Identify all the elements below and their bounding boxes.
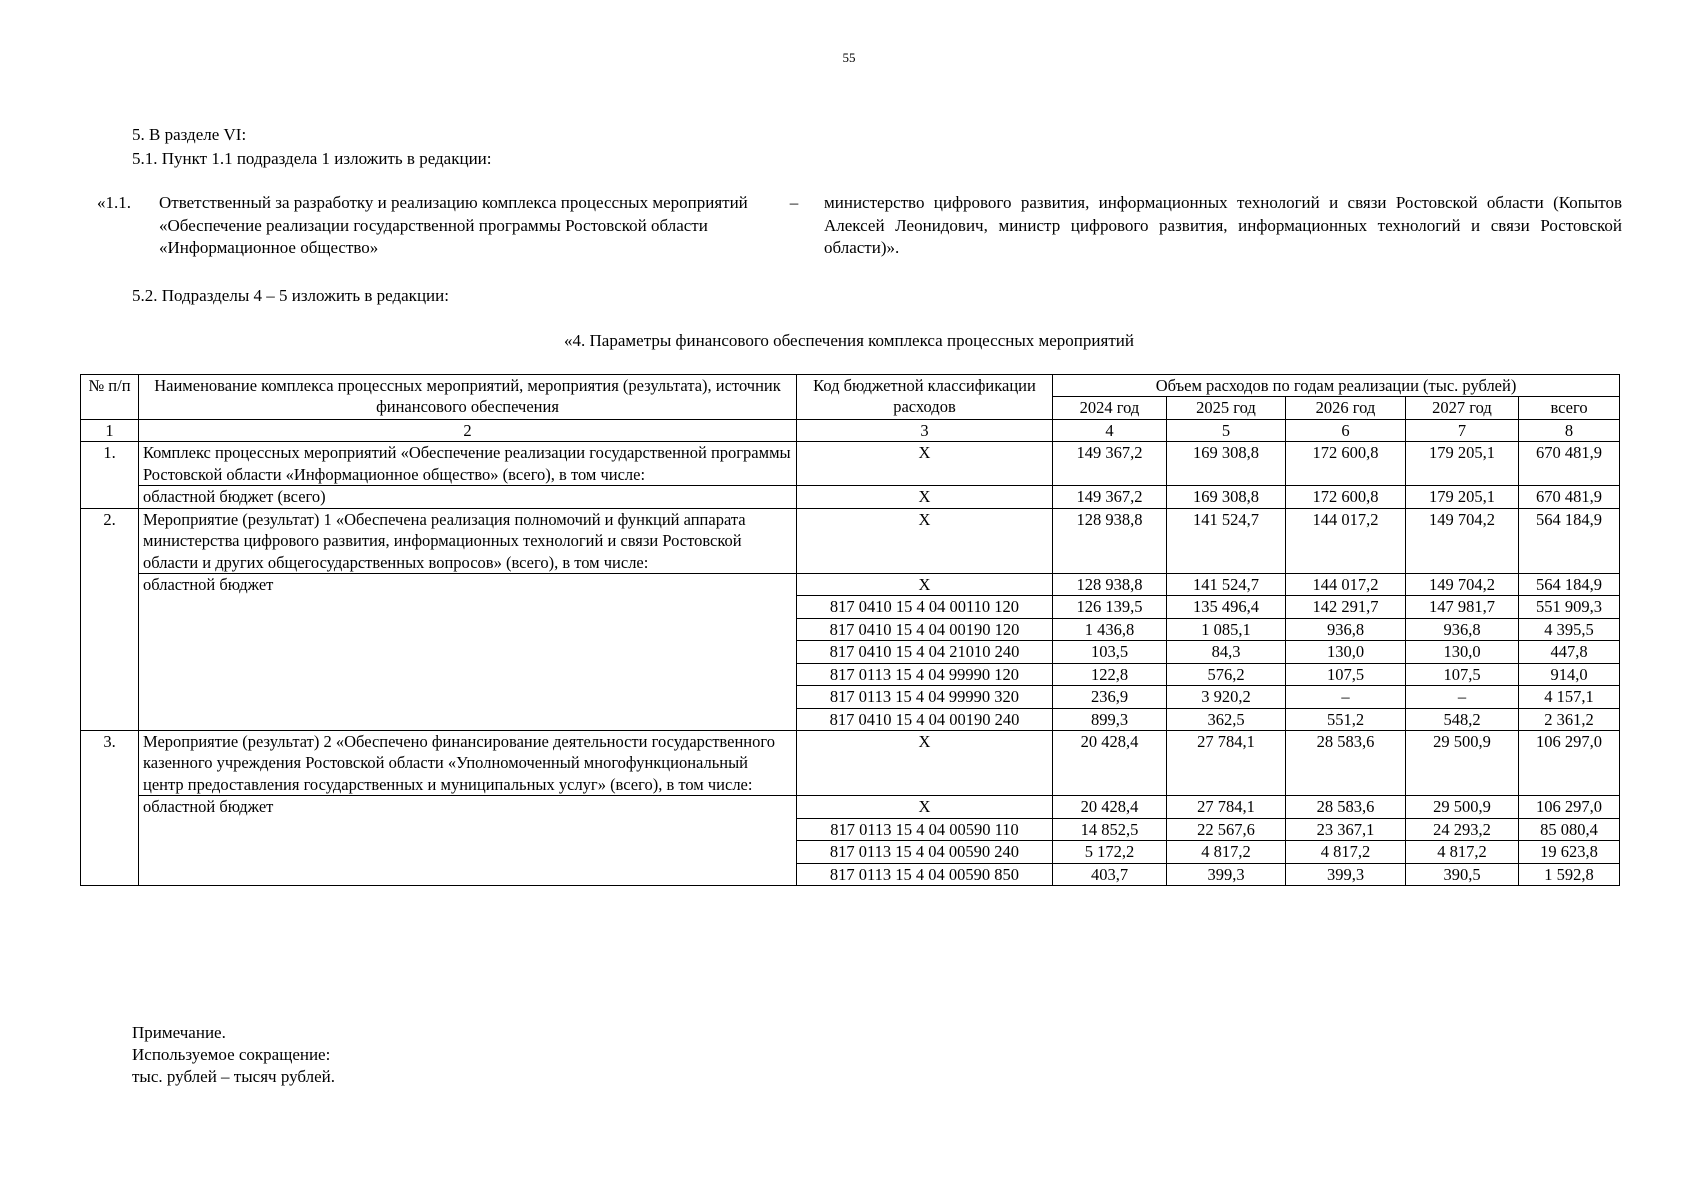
- row-value: 179 205,1: [1406, 486, 1519, 508]
- row-code: X: [797, 573, 1053, 595]
- row-code: 817 0113 15 4 04 99990 320: [797, 686, 1053, 708]
- row-value: 22 567,6: [1167, 818, 1286, 840]
- column-number: 4: [1053, 419, 1167, 441]
- row-value: 670 481,9: [1519, 442, 1620, 486]
- row-value: 5 172,2: [1053, 841, 1167, 863]
- row-value: 179 205,1: [1406, 442, 1519, 486]
- row-value: 141 524,7: [1167, 573, 1286, 595]
- row-value: 122,8: [1053, 663, 1167, 685]
- row-code: X: [797, 508, 1053, 573]
- row-value: 130,0: [1286, 641, 1406, 663]
- row-value: 28 583,6: [1286, 796, 1406, 818]
- table-row: [81, 486, 1620, 508]
- row-value: 1 592,8: [1519, 863, 1620, 885]
- row-value: 141 524,7: [1167, 508, 1286, 573]
- row-value: 548,2: [1406, 708, 1519, 730]
- row-code: 817 0410 15 4 04 21010 240: [797, 641, 1053, 663]
- row-value: 149 367,2: [1053, 442, 1167, 486]
- row-value: 936,8: [1286, 618, 1406, 640]
- row-value: 4 395,5: [1519, 618, 1620, 640]
- row-code: X: [797, 486, 1053, 508]
- row-code: X: [797, 796, 1053, 818]
- row-value: 107,5: [1286, 663, 1406, 685]
- row-value: –: [1406, 686, 1519, 708]
- row-code: 817 0113 15 4 04 00590 110: [797, 818, 1053, 840]
- header-num: № п/п: [81, 375, 139, 420]
- row-value: 914,0: [1519, 663, 1620, 685]
- header-year-2026: 2026 год: [1286, 397, 1406, 419]
- row-value: 149 367,2: [1053, 486, 1167, 508]
- row-value: 103,5: [1053, 641, 1167, 663]
- row-value: 399,3: [1167, 863, 1286, 885]
- row-value: 128 938,8: [1053, 573, 1167, 595]
- header-year-2027: 2027 год: [1406, 397, 1519, 419]
- row-value: 4 817,2: [1286, 841, 1406, 863]
- note-heading: Примечание.: [132, 1023, 226, 1042]
- table-body: [81, 442, 1620, 886]
- column-number: 1: [81, 419, 139, 441]
- note-abbreviation-label: Используемое сокращение:: [132, 1045, 331, 1065]
- header-year-2024: 2024 год: [1053, 397, 1167, 419]
- row-value: 1 436,8: [1053, 618, 1167, 640]
- row-value: 447,8: [1519, 641, 1620, 663]
- row-name: Мероприятие (результат) 1 «Обеспечена реализация полномочий и функций аппарата министерства цифрового развития, информационных технологий и связи Ростовской области и других общегосударственных вопросов» (всего), в том числе:: [139, 508, 797, 573]
- table-row: [81, 573, 1620, 595]
- row-value: 144 017,2: [1286, 573, 1406, 595]
- row-value: 107,5: [1406, 663, 1519, 685]
- row-value: 14 852,5: [1053, 818, 1167, 840]
- row-value: 169 308,8: [1167, 486, 1286, 508]
- row-value: 106 297,0: [1519, 731, 1620, 796]
- row-value: 3 920,2: [1167, 686, 1286, 708]
- row-number: 2.: [81, 508, 139, 730]
- row-value: 390,5: [1406, 863, 1519, 885]
- header-volume: Объем расходов по годам реализации (тыс. рублей): [1053, 375, 1620, 397]
- row-value: 29 500,9: [1406, 731, 1519, 796]
- row-value: 236,9: [1053, 686, 1167, 708]
- row-value: 24 293,2: [1406, 818, 1519, 840]
- responsible-entry-label: Ответственный за разработку и реализацию комплекса процессных мероприятий «Обеспечение реализации государственной программы Ростовской области «Информационное общество»: [159, 193, 748, 258]
- row-value: 4 817,2: [1406, 841, 1519, 863]
- row-value: 936,8: [1406, 618, 1519, 640]
- row-value: 128 938,8: [1053, 508, 1167, 573]
- row-value: 172 600,8: [1286, 486, 1406, 508]
- row-value: 23 367,1: [1286, 818, 1406, 840]
- financing-table: [80, 374, 1620, 886]
- header-code: Код бюджетной классификации расходов: [797, 375, 1053, 420]
- responsible-entry-value: министерство цифрового развития, информационных технологий и связи Ростовской области (Копытов Алексей Леонидович, министр цифрового развития, информационных технологий и связи Ростовской области)».: [824, 193, 1622, 258]
- table-row: [81, 508, 1620, 573]
- row-value: 2 361,2: [1519, 708, 1620, 730]
- row-value: 149 704,2: [1406, 508, 1519, 573]
- row-value: 126 139,5: [1053, 596, 1167, 618]
- table-row: [81, 796, 1620, 818]
- row-value: –: [1286, 686, 1406, 708]
- row-value: 149 704,2: [1406, 573, 1519, 595]
- row-source: областной бюджет: [139, 796, 797, 886]
- note-abbreviation: тыс. рублей – тысяч рублей.: [132, 1067, 335, 1087]
- row-value: 564 184,9: [1519, 508, 1620, 573]
- column-number: 7: [1406, 419, 1519, 441]
- row-value: 4 817,2: [1167, 841, 1286, 863]
- row-code: X: [797, 731, 1053, 796]
- row-value: 84,3: [1167, 641, 1286, 663]
- row-value: 670 481,9: [1519, 486, 1620, 508]
- subsection-instruction: 5.2. Подразделы 4 – 5 изложить в редакции:: [132, 286, 449, 305]
- section-instruction: 5. В разделе VI:: [132, 125, 247, 144]
- row-value: 19 623,8: [1519, 841, 1620, 863]
- row-value: 172 600,8: [1286, 442, 1406, 486]
- row-name: Мероприятие (результат) 2 «Обеспечено финансирование деятельности государственного казенного учреждения Ростовской области «Уполномоченный многофункциональный центр предоставления государственных и муниципальных услуг» (всего), в том числе:: [139, 731, 797, 796]
- row-value: 4 157,1: [1519, 686, 1620, 708]
- header-name: Наименование комплекса процессных мероприятий, мероприятия (результата), источник финансового обеспечения: [139, 375, 797, 420]
- row-value: 1 085,1: [1167, 618, 1286, 640]
- row-source: областной бюджет: [139, 573, 797, 730]
- row-value: 169 308,8: [1167, 442, 1286, 486]
- row-value: 142 291,7: [1286, 596, 1406, 618]
- table-row: [81, 442, 1620, 486]
- row-value: 399,3: [1286, 863, 1406, 885]
- header-total: всего: [1519, 397, 1620, 419]
- row-value: 362,5: [1167, 708, 1286, 730]
- row-value: 564 184,9: [1519, 573, 1620, 595]
- row-code: 817 0410 15 4 04 00110 120: [797, 596, 1053, 618]
- responsible-entry: [97, 192, 1622, 260]
- row-value: 27 784,1: [1167, 796, 1286, 818]
- row-value: 135 496,4: [1167, 596, 1286, 618]
- table-title: «4. Параметры финансового обеспечения комплекса процессных мероприятий: [564, 331, 1134, 350]
- responsible-entry-number: «1.1.: [97, 193, 131, 212]
- header-year-2025: 2025 год: [1167, 397, 1286, 419]
- row-value: 899,3: [1053, 708, 1167, 730]
- row-value: 551,2: [1286, 708, 1406, 730]
- column-number: 3: [797, 419, 1053, 441]
- responsible-entry-dash: –: [789, 193, 799, 212]
- row-value: 20 428,4: [1053, 731, 1167, 796]
- row-value: 144 017,2: [1286, 508, 1406, 573]
- row-code: 817 0113 15 4 04 99990 120: [797, 663, 1053, 685]
- row-code: X: [797, 442, 1053, 486]
- row-value: 29 500,9: [1406, 796, 1519, 818]
- row-value: 85 080,4: [1519, 818, 1620, 840]
- row-value: 28 583,6: [1286, 731, 1406, 796]
- row-value: 551 909,3: [1519, 596, 1620, 618]
- table-row: [81, 731, 1620, 796]
- row-value: 403,7: [1053, 863, 1167, 885]
- row-value: 106 297,0: [1519, 796, 1620, 818]
- row-code: 817 0410 15 4 04 00190 120: [797, 618, 1053, 640]
- row-code: 817 0113 15 4 04 00590 240: [797, 841, 1053, 863]
- column-number-row: [81, 419, 1620, 441]
- row-code: 817 0410 15 4 04 00190 240: [797, 708, 1053, 730]
- row-number: 3.: [81, 731, 139, 886]
- row-value: 576,2: [1167, 663, 1286, 685]
- column-number: 2: [139, 419, 797, 441]
- item-instruction: 5.1. Пункт 1.1 подраздела 1 изложить в редакции:: [132, 149, 492, 168]
- column-number: 5: [1167, 419, 1286, 441]
- row-value: 147 981,7: [1406, 596, 1519, 618]
- row-value: 27 784,1: [1167, 731, 1286, 796]
- page-number: 55: [842, 50, 856, 65]
- row-value: 130,0: [1406, 641, 1519, 663]
- column-number: 8: [1519, 419, 1620, 441]
- row-source: областной бюджет (всего): [139, 486, 797, 508]
- column-number: 6: [1286, 419, 1406, 441]
- row-name: Комплекс процессных мероприятий «Обеспечение реализации государственной программы Ростовской области «Информационное общество» (всего), в том числе:: [139, 442, 797, 486]
- row-code: 817 0113 15 4 04 00590 850: [797, 863, 1053, 885]
- row-value: 20 428,4: [1053, 796, 1167, 818]
- row-number: 1.: [81, 442, 139, 508]
- note: [132, 1022, 335, 1088]
